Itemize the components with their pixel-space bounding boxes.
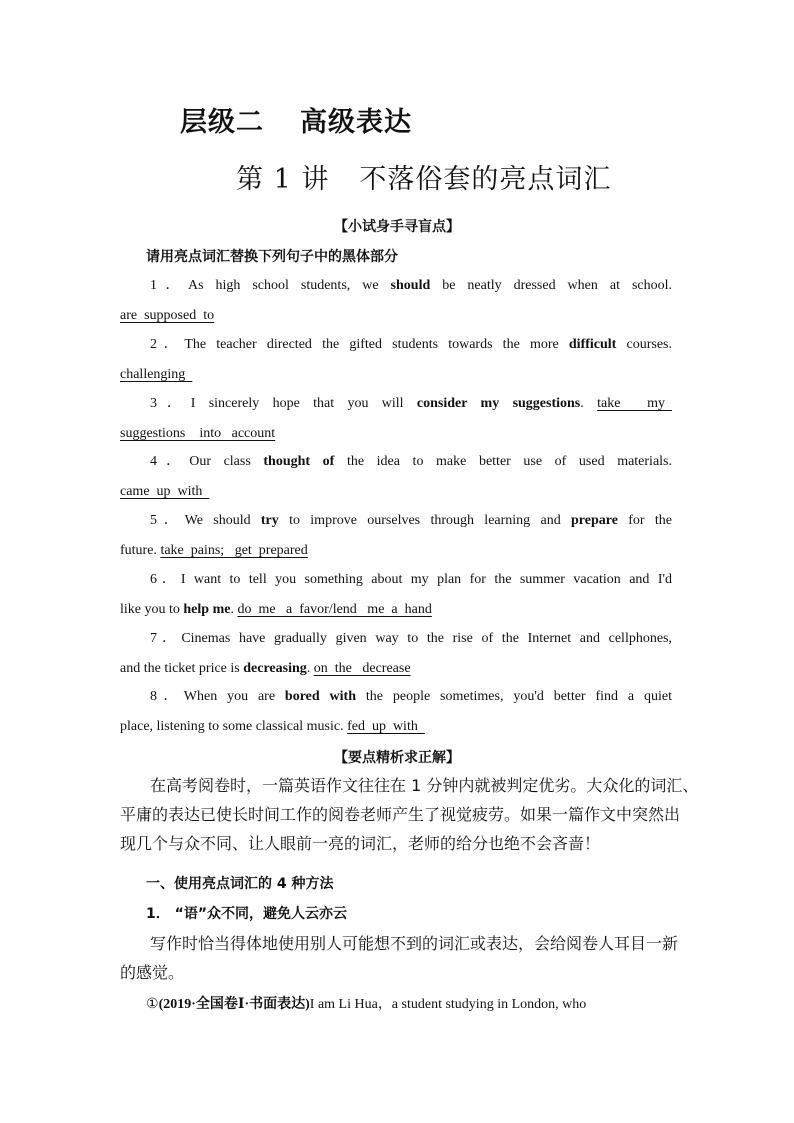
intro-paragraph: 在高考阅卷时，一篇英语作文往往在 1 分钟内就被判定优劣。大众化的词汇、 平庸的表达已使长时间工作的阅卷老师产生了视觉疲劳。如果一篇作文中突然出 现几个与众不同、让人眼前一亮的词汇，老师的给分也绝不会吝啬！ [120,776,699,853]
instruction: 请用亮点词汇替换下列句子中的黑体部分 [146,249,398,265]
exercise-item: 3．I sincerely hope that you will consider my suggestions. take my suggestions into account [120,396,672,441]
answer-blank: came up with [120,484,210,499]
exercise-item: 6．I want to tell you something about my plan for the summer vacation and I'd like you to help me. do me a favor/lend me a hand [120,572,672,617]
answer-blank: do me a favor/lend me a hand [237,602,432,617]
lecture-name: 不落俗套的亮点词汇 [359,164,612,195]
example-sentence [146,993,674,1013]
bold-phrase: help me [183,602,231,617]
answer-blank: are supposed to [120,308,215,323]
exercise-item: 4．Our class thought of the idea to make better use of used materials. came up with [120,454,672,499]
section-title-practice: 【小试身手寻盲点】 [334,219,460,235]
bold-phrase: should [390,278,431,293]
section-title-analysis: 【要点精析求正解】 [334,750,460,766]
bold-phrase: decreasing [243,661,307,676]
method-1-title: 1． “语”众不同，避免人云亦云 [146,906,348,922]
exercise-item: 5．We should try to improve ourselves through learning and prepare for the future. take pains; get prepared [120,513,672,558]
lecture-heading [236,157,611,196]
exercise-item: 8．When you are bored with the people sometimes, you'd better find a quiet place, listening to some classical music. fed up with [120,689,672,734]
bold-phrase: consider my suggestions [416,396,581,411]
method-1-paragraph: 写作时恰当得体地使用别人可能想不到的词汇或表达，会给阅卷人耳目一新 的感觉。 [120,934,679,982]
level-name: 高级表达 [300,107,412,138]
bold-phrase: try [260,513,279,528]
bold-phrase: difficult [568,337,617,352]
level-heading [180,100,412,139]
exercise-item: 7．Cinemas have gradually given way to the rise of the Internet and cellphones, and the ticket price is decreasing. on the decrease [120,631,672,676]
example-text: I am Li Hua，a student studying in London, who [309,997,587,1012]
answer-blank: take pains; get prepared [160,543,308,558]
example-source: (2019·全国卷Ⅰ·书面表达) [158,997,310,1012]
answer-blank: challenging [120,367,193,382]
answer-blank: suggestions into account [120,426,276,441]
lecture-number: 第 1 讲 [236,164,330,195]
bold-phrase: prepare [571,513,618,528]
exercise-item: 1．As high school students, we should be neatly dressed when at school. are supposed to [120,278,672,323]
method-section-title: 一、使用亮点词汇的 4 种方法 [146,876,334,892]
level-number: 层级二 [180,107,264,138]
answer-blank: on the decrease [313,661,411,676]
answer-blank: take my [597,396,672,411]
answer-blank: fed up with [347,719,425,734]
exercise-item: 2．The teacher directed the gifted students towards the more difficult courses. challenging [120,337,672,382]
bold-phrase: thought of [263,454,335,469]
example-marker: ① [146,997,159,1012]
bold-phrase: bored with [284,689,356,704]
